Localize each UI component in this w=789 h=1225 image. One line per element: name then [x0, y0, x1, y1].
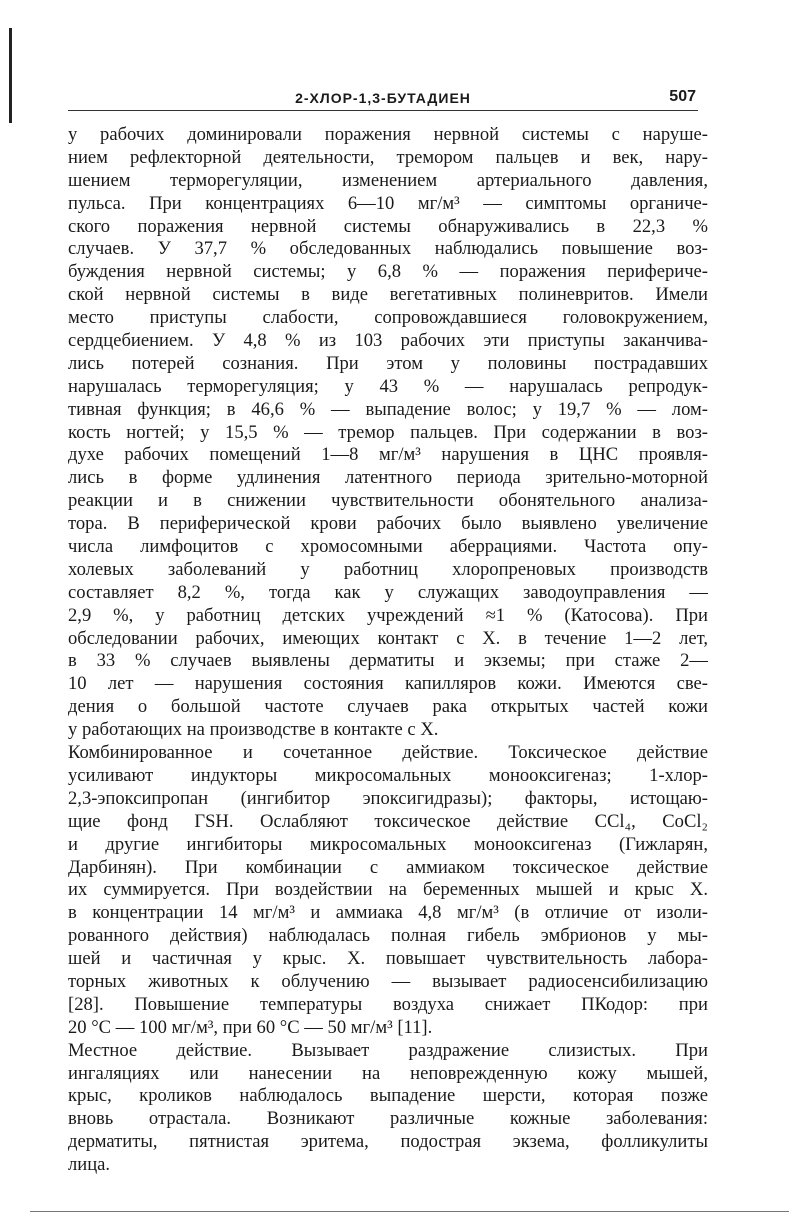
text-line: Комбинированное и сочетанное действие. Токсическое действие: [68, 742, 708, 764]
text-line: ской нервной системы в виде вегетативных полиневритов. Имели: [68, 284, 708, 306]
text-line: шением терморегуляции, изменением артериального давления,: [68, 169, 708, 191]
text-line: сердцебиением. У 4,8 % из 103 рабочих эти приступы заканчива-: [68, 330, 708, 352]
bottom-rule: [30, 1211, 789, 1212]
page-number: 507: [669, 88, 696, 105]
text-line: нарушалась терморегуляция; у 43 % — нарушалась репродук-: [68, 375, 708, 397]
running-title: 2-ХЛОР-1,3-БУТАДИЕН: [295, 90, 471, 106]
text-line: дения о большой частоте случаев рака открытых частей кожи: [68, 696, 708, 718]
text-line: духе рабочих помещений 1—8 мг/м³ нарушения в ЦНС проявля-: [68, 444, 708, 466]
text-line: ингаляциях или нанесении на неповрежденную кожу мышей,: [68, 1062, 708, 1084]
text-line: дерматиты, пятнистая эритема, подострая экзема, фолликулиты: [68, 1131, 708, 1153]
text-line: 10 лет — нарушения состояния капилляров кожи. Имеются све-: [68, 673, 708, 695]
text-line: реакции и в снижении чувствительности обонятельного анализа-: [68, 490, 708, 512]
text-line: лись в форме удлинения латентного периода зрительно-моторной: [68, 467, 708, 489]
text-line: торных животных к облучению — вызывает радиосенсибилизацию: [68, 970, 708, 992]
text-line: буждения нервной системы; у 6,8 % — поражения перифериче-: [68, 261, 708, 283]
text-line: крыс, кроликов наблюдалось выпадение шерсти, которая позже: [68, 1085, 708, 1107]
text-line: вновь отрастала. Возникают различные кожные заболевания:: [68, 1108, 708, 1130]
text-line: щие фонд ГSH. Ослабляют токсическое действие CCl₄, CoCl₂: [68, 810, 708, 832]
text-line: 20 °С — 100 мг/м³, при 60 °С — 50 мг/м³ [11].: [68, 1016, 433, 1038]
text-line: шей и частичная у крыс. Х. повышает чувствительность лабора-: [68, 948, 708, 970]
running-header: [68, 88, 698, 111]
text-line: у рабочих доминировали поражения нервной системы с наруше-: [68, 124, 708, 145]
text-line: в 33 % случаев выявлены дерматиты и экземы; при стаже 2—: [68, 650, 708, 672]
text-line: случаев. У 37,7 % обследованных наблюдались повышение воз-: [68, 238, 708, 260]
text-line: составляет 8,2 %, тогда как у служащих заводоуправления —: [68, 581, 708, 603]
text-line: их суммируется. При воздействии на беременных мышей и крыс Х.: [68, 879, 708, 901]
text-line: лись потерей сознания. При этом у половины пострадавших: [68, 352, 708, 374]
text-line: холевых заболеваний у работниц хлоропреновых производств: [68, 558, 708, 580]
text-line: и другие ингибиторы микросомальных монооксигеназ (Гижларян,: [68, 833, 708, 855]
text-line: числа лимфоцитов с хромосомными аберрациями. Частота опу-: [68, 536, 708, 558]
text-line: [28]. Повышение температуры воздуха снижает ПКодор: при: [68, 993, 708, 1015]
text-line: нием рефлекторной деятельности, тремором пальцев и век, нару-: [68, 146, 708, 168]
text-line: 2,9 %, у работниц детских учреждений ≈1 % (Катосова). При: [68, 604, 708, 626]
text-line: тора. В периферической крови рабочих было выявлено увеличение: [68, 513, 708, 535]
text-line: тивная функция; в 46,6 % — выпадение волос; у 19,7 % — лом-: [68, 398, 708, 420]
text-line: Местное действие. Вызывает раздражение слизистых. При: [68, 1039, 708, 1061]
text-line: кость ногтей; у 15,5 % — тремор пальцев. При содержании в воз-: [68, 421, 708, 443]
text-line: ского поражения нервной системы обнаруживались в 22,3 %: [68, 215, 708, 237]
body-text: [68, 124, 708, 1177]
text-line: в концентрации 14 мг/м³ и аммиака 4,8 мг/м³ (в отличие от изоли-: [68, 902, 708, 924]
text-line: пульса. При концентрациях 6—10 мг/м³ — симптомы органиче-: [68, 192, 708, 214]
text-line: у работающих на производстве в контакте с Х.: [68, 719, 439, 741]
text-line: рованного действия) наблюдалась полная гибель эмбрионов у мы-: [68, 925, 708, 947]
scan-edge-mark: [9, 28, 12, 123]
text-line: 2,3-эпоксипропан (ингибитор эпоксигидразы); факторы, истощаю-: [68, 787, 708, 809]
text-line: место приступы слабости, сопровождавшиеся головокружением,: [68, 307, 708, 329]
text-line: Дарбинян). При комбинации с аммиаком токсическое действие: [68, 856, 708, 878]
text-line: усиливают индукторы микросомальных монооксигеназ; 1-хлор-: [68, 764, 708, 786]
text-line: обследовании рабочих, имеющих контакт с Х. в течение 1—2 лет,: [68, 627, 708, 649]
text-line: лица.: [68, 1154, 111, 1176]
